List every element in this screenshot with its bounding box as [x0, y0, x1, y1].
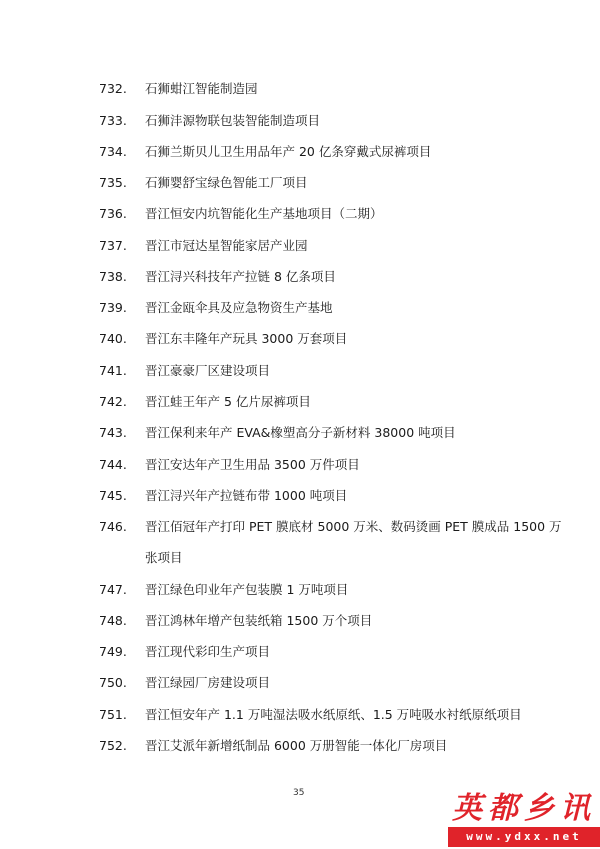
item-number: 744. — [99, 457, 127, 472]
item-number: 739. — [99, 300, 127, 315]
item-number: 740. — [99, 331, 127, 346]
item-text: 晋江市冠达星智能家居产业园 — [145, 238, 308, 253]
item-text: 晋江东丰隆年产玩具 3000 万套项目 — [145, 331, 348, 346]
item-number: 734. — [99, 144, 127, 159]
item-number: 735. — [99, 175, 127, 190]
item-text: 晋江安达年产卫生用品 3500 万件项目 — [145, 457, 360, 472]
item-text: 晋江恒安年产 1.1 万吨湿法吸水纸原纸、1.5 万吨吸水衬纸原纸项目 — [145, 707, 522, 722]
item-text: 石狮蚶江智能制造园 — [145, 81, 258, 96]
item-text: 晋江艾派年新增纸制品 6000 万册智能一体化厂房项目 — [145, 738, 448, 753]
watermark-url: www.ydxx.net — [448, 827, 600, 847]
item-text: 石狮婴舒宝绿色智能工厂项目 — [145, 175, 308, 190]
item-number: 746. — [99, 519, 127, 534]
item-number: 742. — [99, 394, 127, 409]
item-text: 石狮兰斯贝儿卫生用品年产 20 亿条穿戴式尿裤项目 — [145, 144, 432, 159]
item-number: 751. — [99, 707, 127, 722]
item-number: 752. — [99, 738, 127, 753]
item-number: 748. — [99, 613, 127, 628]
watermark-title: 英都乡讯 — [452, 791, 596, 826]
item-text: 晋江现代彩印生产项目 — [145, 644, 271, 659]
item-text: 晋江鸿林年增产包装纸箱 1500 万个项目 — [145, 613, 373, 628]
item-number: 732. — [99, 81, 127, 96]
item-number: 749. — [99, 644, 127, 659]
item-number: 750. — [99, 675, 127, 690]
page-number: 35 — [293, 788, 305, 798]
item-number: 743. — [99, 425, 127, 440]
item-text: 石狮沣源物联包装智能制造项目 — [145, 113, 321, 128]
item-number: 736. — [99, 206, 127, 221]
item-text: 晋江金瓯伞具及应急物资生产基地 — [145, 300, 333, 315]
item-text: 晋江蛙王年产 5 亿片尿裤项目 — [145, 394, 311, 409]
item-text: 晋江佰冠年产打印 PET 膜底材 5000 万米、数码烫画 PET 膜成品 1500 万 — [145, 519, 562, 534]
item-number: 737. — [99, 238, 127, 253]
item-text: 晋江恒安内坑智能化生产基地项目（二期） — [145, 206, 383, 221]
item-number: 745. — [99, 488, 127, 503]
item-number: 741. — [99, 363, 127, 378]
item-text-continuation: 张项目 — [145, 550, 183, 565]
item-number: 733. — [99, 113, 127, 128]
item-number: 747. — [99, 582, 127, 597]
watermark — [448, 783, 600, 849]
item-text: 晋江绿色印业年产包装膜 1 万吨项目 — [145, 582, 349, 597]
item-text: 晋江绿园厂房建设项目 — [145, 675, 271, 690]
item-text: 晋江浔兴年产拉链布带 1000 吨项目 — [145, 488, 348, 503]
item-text: 晋江豪豪厂区建设项目 — [145, 363, 271, 378]
item-number: 738. — [99, 269, 127, 284]
item-text: 晋江浔兴科技年产拉链 8 亿条项目 — [145, 269, 336, 284]
item-text: 晋江保利来年产 EVA&橡塑高分子新材料 38000 吨项目 — [145, 425, 456, 440]
